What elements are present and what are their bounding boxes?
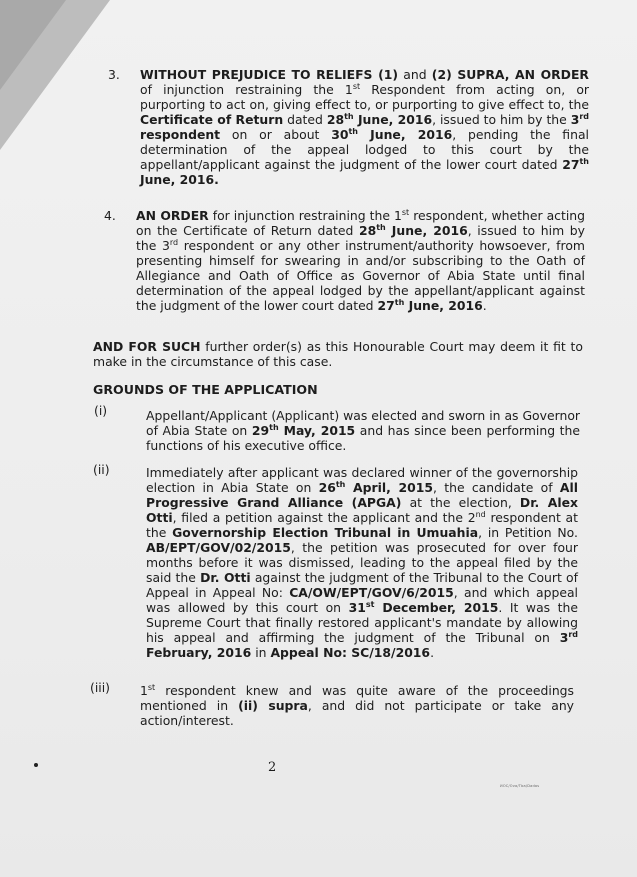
further-orders-paragraph: AND FOR SUCH further order(s) as this Honourable Court may deem it fit to make in the circumstance of this case. [93, 339, 583, 369]
item-number: 3. [108, 67, 120, 82]
ground-number: (ii) [93, 462, 110, 477]
grounds-heading: GROUNDS OF THE APPLICATION [93, 382, 318, 397]
ground-i: Appellant/Applicant (Applicant) was elected and sworn in as Governor of Abia State on 29th May, 2015 and has since been performing the functions of his executive office. [146, 408, 580, 453]
relief-item-4: AN ORDER for injunction restraining the 1st respondent, whether acting on the Certificate of Return dated 28th June, 2016, issued to him by the 3rd respondent or any other instrument/authority howsoever, from presenting himself for swearing in and/or subscribing to the Oath of Allegiance and Oath of Office as Governor of Abia State until final determination of the appeal lodged by the appellant/applicant against the judgment of the lower court dated 27th June, 2016. [136, 207, 585, 313]
item-number: 4. [104, 208, 116, 223]
ground-number: (i) [94, 403, 108, 418]
page-number: 2 [268, 760, 277, 775]
footer-stamp: ИОС/Ova/Tba/Dadas [500, 784, 540, 788]
relief-item-3: WITHOUT PREJUDICE TO RELIEFS (1) and (2) SUPRA, AN ORDER of injunction restraining the 1st Respondent from acting on, or purporting to act on, giving effect to, or purporting to give effect to, the Certificate of Return dated 28th June, 2016, issued to him by the 3rd respondent on or about 30th June, 2016, pending the final determination of the appeal lodged to this court by the appellant/applicant against the judgment of the lower court dated 27th June, 2016. [140, 67, 590, 187]
ground-number: (iii) [90, 680, 110, 695]
ground-iii: 1st respondent knew and was quite aware of the proceedings mentioned in (ii) supra, and did not participate or take any action/interest. [140, 682, 574, 728]
ink-dot [34, 763, 38, 767]
ground-ii: Immediately after applicant was declared winner of the governorship election in Abia State on 26th April, 2015, the candidate of All Progressive Grand Alliance (APGA) at the election, Dr. Alex Otti, filed a petition against the applicant and the 2nd respondent at the Governorship Election Tribunal in Umuahia, in Petition No. AB/EPT/GOV/02/2015, the petition was prosecuted for over four months before it was dismissed, leading to the appeal filed by the said the Dr. Otti against the judgment of the Tribunal to the Court of Appeal in Appeal No: CA/OW/EPT/GOV/6/2015, and which appeal was allowed by this court on 31st December, 2015. It was the Supreme Court that finally restored applicant's mandate by allowing his appeal and affirming the judgment of the Tribunal on 3rd February, 2016 in Appeal No: SC/18/2016. [146, 465, 579, 660]
